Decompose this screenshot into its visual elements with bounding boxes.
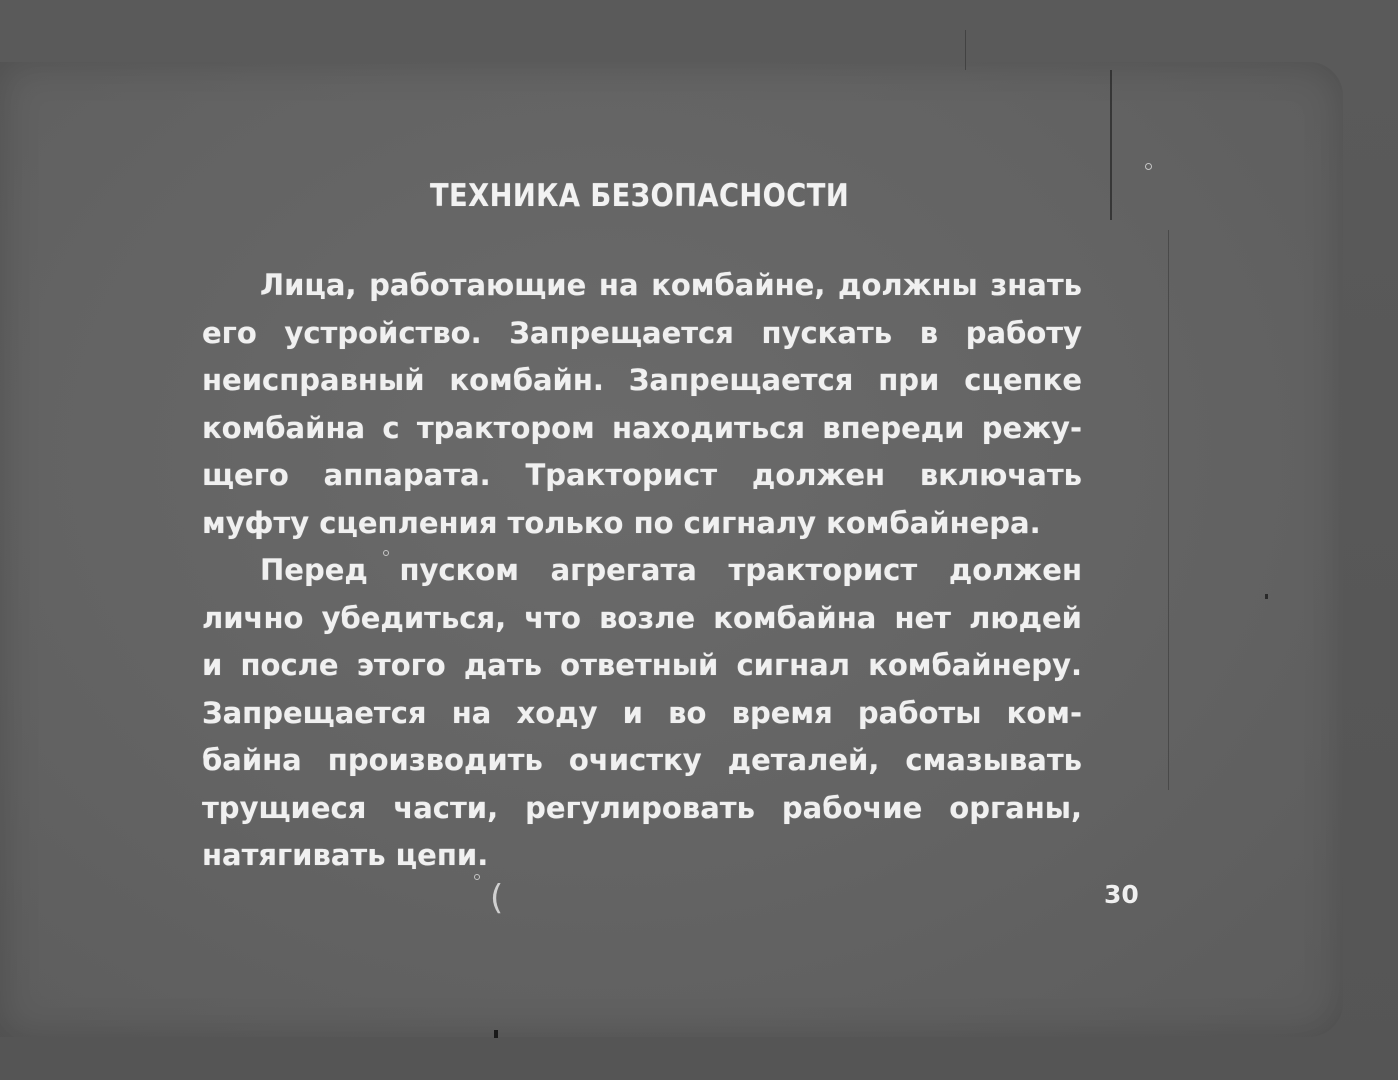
film-scratch (1110, 70, 1112, 220)
slide-title: ТЕХНИКА БЕЗОПАСНОСТИ (430, 178, 850, 214)
text-line: байна производить очистку деталей, смазывать (202, 743, 1082, 777)
film-scratch (965, 30, 966, 70)
text-line: Перед пуском агрегата тракторист должен (260, 553, 1082, 587)
text-line: муфту сцепления только по сигналу комбайнера. (202, 505, 1041, 540)
film-scratch (1168, 230, 1169, 790)
film-speck-dark (494, 1030, 498, 1038)
page-number: 30 (1104, 880, 1139, 909)
slide-body-text (202, 262, 1082, 880)
text-line: натягивать цепи. (202, 838, 489, 872)
text-line: трущиеся части, регулировать рабочие органы, (202, 790, 1082, 825)
text-line: комбайна с трактором находиться впереди режу- (202, 410, 1082, 445)
text-line: Лица, работающие на комбайне, должны знать (260, 268, 1082, 302)
text-line: неисправный комбайн. Запрещается при сцепке (202, 363, 1082, 397)
text-line: лично убедиться, что возле комбайна нет людей (202, 600, 1082, 635)
film-mark: ( (490, 878, 504, 918)
film-speck (1145, 163, 1152, 170)
text-line: его устройство. Запрещается пускать в работу (202, 315, 1082, 350)
text-line: щего аппарата. Тракторист должен включать (202, 458, 1082, 492)
film-speck-dark (1265, 594, 1268, 599)
text-line: Запрещается на ходу и во время работы ком- (202, 695, 1082, 730)
text-line: и после этого дать ответный сигнал комбайнеру. (202, 648, 1082, 682)
